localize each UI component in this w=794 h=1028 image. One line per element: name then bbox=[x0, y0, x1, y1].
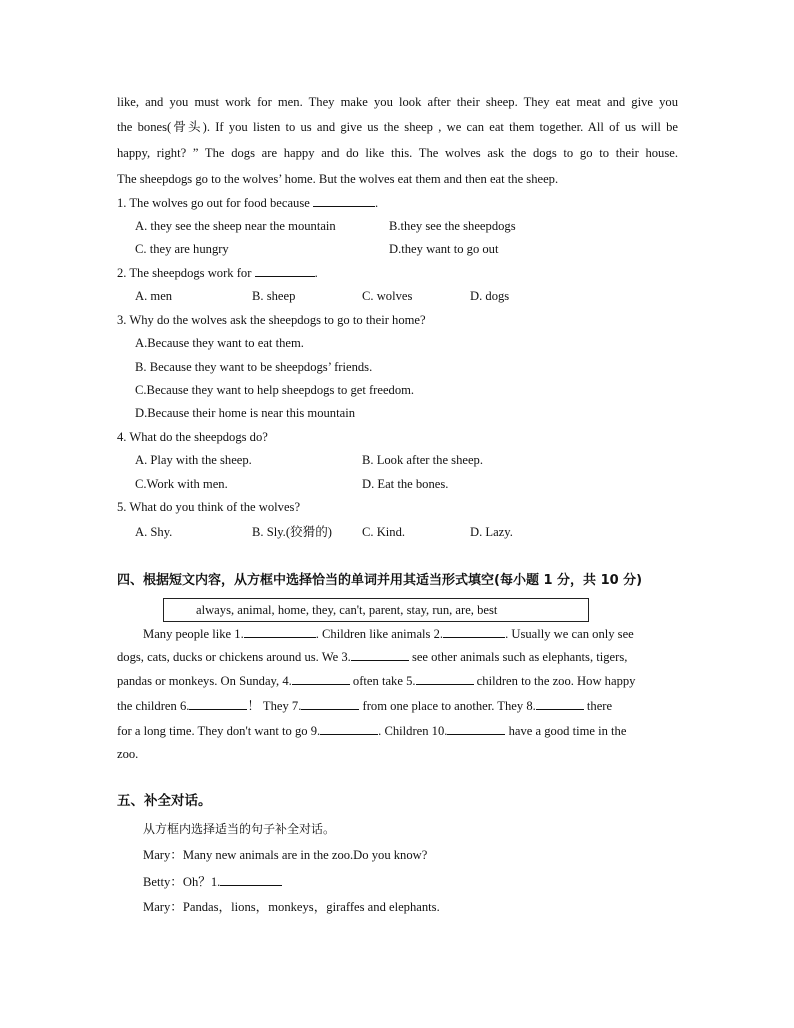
cloze-line-1: Many people like 1. . Children like animals 2. . Usually we can only see bbox=[143, 627, 634, 641]
dialogue-line-3: Mary：Pandas，lions，monkeys，giraffes and elephants. bbox=[143, 900, 440, 914]
question-1-option-b: B.they see the sheepdogs bbox=[389, 219, 516, 233]
question-5-option-c: C. Kind. bbox=[362, 525, 406, 539]
question-3-option-a: A.Because they want to eat them. bbox=[135, 336, 304, 350]
question-3-option-b: B. Because they want to be sheepdogs’ friends. bbox=[135, 360, 373, 374]
question-5-option-d: D. Lazy. bbox=[470, 525, 513, 539]
question-1-option-d: D.they want to go out bbox=[389, 242, 499, 256]
passage-line-3: happy, right? ” The dogs are happy and do like this. The wolves ask the dogs to go to their house. bbox=[117, 146, 678, 160]
cloze-blank-1[interactable] bbox=[244, 625, 316, 638]
cloze-blank-3[interactable] bbox=[351, 648, 409, 661]
question-4-option-b: B. Look after the sheep. bbox=[362, 453, 483, 467]
question-4-option-d: D. Eat the bones. bbox=[362, 477, 449, 491]
word-bank-box: always, animal, home, they, can't, parent, stay, run, are, best bbox=[163, 598, 589, 622]
cloze-line-4: the children 6. ！ They 7. from one place to another. They 8. there bbox=[117, 699, 613, 713]
passage-line-4: The sheepdogs go to the wolves’ home. But the wolves eat them and then eat the sheep. bbox=[117, 172, 559, 186]
question-1-option-a: A. they see the sheep near the mountain bbox=[135, 219, 336, 233]
question-1-stem: 1. The wolves go out for food because . bbox=[117, 196, 379, 210]
cloze-blank-6[interactable] bbox=[189, 697, 247, 710]
section-5-instruction: 从方框内选择适当的句子补全对话。 bbox=[143, 822, 336, 836]
question-4-stem: 4. What do the sheepdogs do? bbox=[117, 430, 268, 444]
question-3-option-d: D.Because their home is near this mountain bbox=[135, 406, 355, 420]
cloze-blank-2[interactable] bbox=[443, 625, 505, 638]
cloze-blank-4[interactable] bbox=[292, 672, 350, 685]
dialogue-line-1: Mary：Many new animals are in the zoo.Do you know? bbox=[143, 848, 428, 862]
question-5-stem: 5. What do you think of the wolves? bbox=[117, 500, 301, 514]
question-2-option-a: A. men bbox=[135, 289, 173, 303]
cloze-blank-7[interactable] bbox=[301, 697, 359, 710]
question-2-option-c: C. wolves bbox=[362, 289, 413, 303]
cloze-line-5: for a long time. They don't want to go 9. . Children 10. have a good time in the bbox=[117, 724, 627, 738]
answer-blank[interactable] bbox=[313, 194, 375, 207]
question-5-option-a: A. Shy. bbox=[135, 525, 173, 539]
question-2-stem: 2. The sheepdogs work for . bbox=[117, 266, 318, 280]
question-2-option-d: D. dogs bbox=[470, 289, 510, 303]
question-4-option-a: A. Play with the sheep. bbox=[135, 453, 252, 467]
dialogue-blank-1[interactable] bbox=[220, 873, 282, 886]
cloze-line-2: dogs, cats, ducks or chickens around us. We 3. see other animals such as elephants, tigers, bbox=[117, 650, 628, 664]
question-3-stem: 3. Why do the wolves ask the sheepdogs to go to their home? bbox=[117, 313, 426, 327]
cloze-blank-9[interactable] bbox=[320, 722, 378, 735]
question-2-option-b: B. sheep bbox=[252, 289, 296, 303]
question-1-option-c: C. they are hungry bbox=[135, 242, 229, 256]
cloze-line-6: zoo. bbox=[117, 747, 139, 761]
answer-blank[interactable] bbox=[255, 264, 315, 277]
cloze-blank-5[interactable] bbox=[416, 672, 474, 685]
question-3-option-c: C.Because they want to help sheepdogs to get freedom. bbox=[135, 383, 415, 397]
section-4-heading: 四、根据短文内容，从方框中选择恰当的单词并用其适当形式填空(每小题 1 分，共 10 分) bbox=[117, 573, 643, 588]
dialogue-line-2: Betty：Oh？1. bbox=[143, 873, 282, 890]
passage-line-2: the bones(骨头). If you listen to us and give us the sheep , we can eat them together. All of us will be bbox=[117, 120, 678, 134]
cloze-blank-10[interactable] bbox=[447, 722, 505, 735]
section-5-heading: 五、补全对话。 bbox=[117, 793, 212, 809]
question-4-option-c: C.Work with men. bbox=[135, 477, 228, 491]
passage-line-1: like, and you must work for men. They make you look after their sheep. They eat meat and give you bbox=[117, 95, 678, 109]
cloze-line-3: pandas or monkeys. On Sunday, 4. often take 5. children to the zoo. How happy bbox=[117, 674, 636, 688]
question-5-option-b: B. Sly.(狡猾的) bbox=[252, 525, 332, 539]
cloze-blank-8[interactable] bbox=[536, 697, 584, 710]
